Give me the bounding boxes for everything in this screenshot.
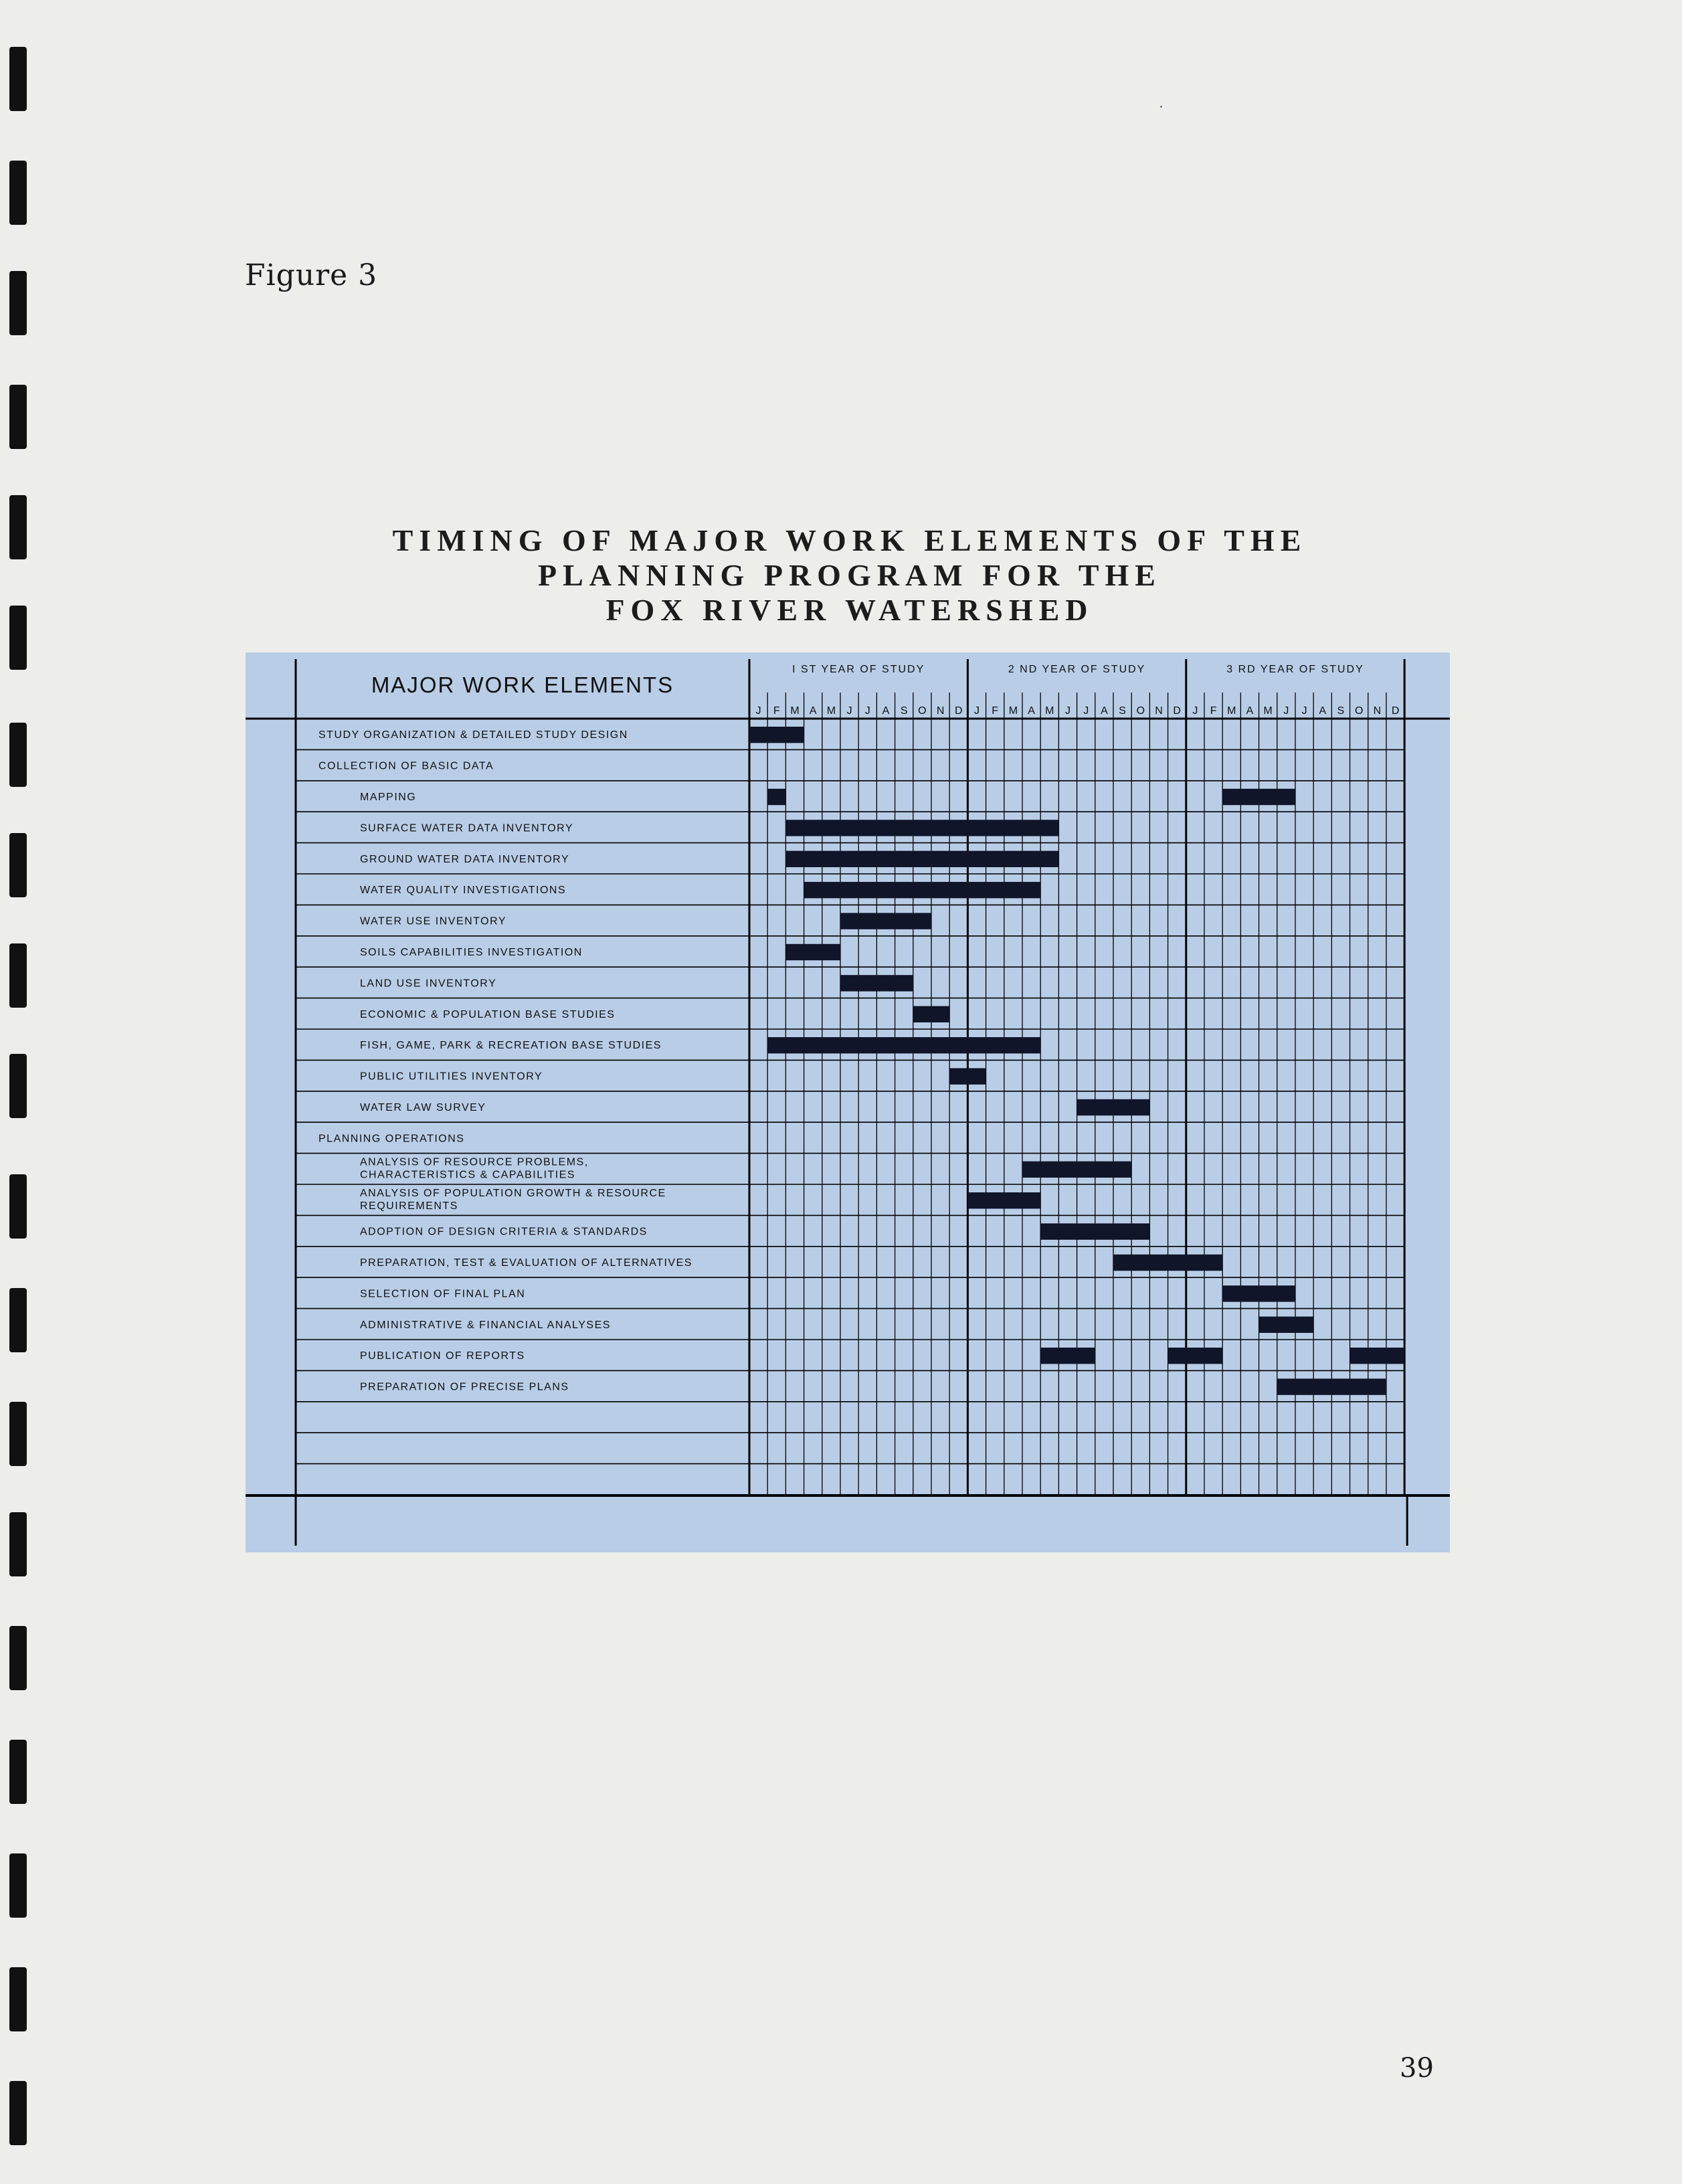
binding-mark-2 — [9, 161, 27, 225]
row-label: WATER QUALITY INVESTIGATIONS — [360, 885, 567, 897]
task-bar — [1168, 1348, 1223, 1364]
task-bar — [785, 820, 1058, 836]
row-label: PREPARATION OF PRECISE PLANS — [360, 1381, 569, 1393]
binding-mark-3 — [9, 271, 27, 335]
task-bar — [785, 851, 1058, 867]
month-label: J — [846, 705, 852, 717]
binding-mark-14 — [9, 1512, 27, 1576]
month-label: J — [755, 705, 761, 717]
row-label: WATER LAW SURVEY — [360, 1102, 486, 1113]
binding-mark-6 — [9, 606, 27, 670]
binding-mark-10 — [9, 1054, 27, 1118]
month-label: S — [1119, 705, 1126, 717]
task-bar — [1040, 1223, 1149, 1239]
task-bar — [913, 1006, 949, 1022]
figure-label: Figure 3 — [245, 258, 378, 292]
month-label: O — [1354, 705, 1364, 717]
task-bar — [1113, 1255, 1222, 1271]
month-label: M — [1045, 705, 1054, 717]
month-label: O — [1136, 705, 1145, 717]
month-label: M — [1227, 705, 1236, 717]
task-bar — [804, 882, 1041, 898]
task-bar — [840, 975, 913, 991]
month-label: J — [864, 705, 870, 717]
specks — [1160, 106, 1162, 108]
row-label: ANALYSIS OF POPULATION GROWTH & RESOURCE REQUIREMENTS — [360, 1188, 666, 1212]
binding-mark-4 — [9, 385, 27, 449]
binding-mark-1 — [9, 47, 27, 111]
row-label: LAND USE INVENTORY — [360, 978, 497, 990]
chart-title-line-1: TIMING OF MAJOR WORK ELEMENTS OF THE — [392, 523, 1307, 557]
month-label: A — [1101, 705, 1108, 717]
task-bar — [1277, 1378, 1386, 1394]
month-label: F — [773, 705, 780, 717]
month-label: S — [1337, 705, 1345, 717]
month-label: F — [992, 705, 999, 717]
task-bar — [1077, 1099, 1150, 1115]
binding-mark-12 — [9, 1288, 27, 1352]
binding-mark-19 — [9, 2081, 27, 2145]
month-label: N — [1373, 705, 1382, 717]
year-label: I ST YEAR OF STUDY — [792, 664, 925, 675]
month-label: J — [1065, 705, 1070, 717]
task-bar — [785, 944, 840, 960]
year-label: 3 RD YEAR OF STUDY — [1226, 664, 1364, 675]
month-label: D — [1173, 705, 1181, 717]
row-label: SURFACE WATER DATA INVENTORY — [360, 822, 574, 834]
row-label: ADMINISTRATIVE & FINANCIAL ANALYSES — [360, 1319, 611, 1331]
binding-mark-15 — [9, 1626, 27, 1690]
year-label: 2 ND YEAR OF STUDY — [1008, 664, 1146, 675]
row-label: WATER USE INVENTORY — [360, 915, 507, 927]
chart-title-line-2: PLANNING PROGRAM FOR THE — [538, 558, 1161, 592]
gantt-chart — [246, 652, 1450, 1552]
month-label: J — [1083, 705, 1089, 717]
binding-mark-5 — [9, 495, 27, 559]
task-bar — [1350, 1348, 1405, 1364]
task-bar — [767, 1037, 1040, 1053]
month-label: D — [955, 705, 963, 717]
month-label: M — [790, 705, 800, 717]
row-label: COLLECTION OF BASIC DATA — [318, 760, 494, 772]
chart-title-line-3: FOX RIVER WATERSHED — [605, 593, 1094, 627]
row-label: PREPARATION, TEST & EVALUATION OF ALTERNATIVES — [360, 1257, 692, 1269]
row-label: ADOPTION OF DESIGN CRITERIA & STANDARDS — [360, 1226, 648, 1238]
row-label: STUDY ORGANIZATION & DETAILED STUDY DESIGN — [318, 729, 628, 741]
month-label: A — [1246, 705, 1254, 717]
task-bar — [840, 913, 931, 929]
row-label: PUBLIC UTILITIES INVENTORY — [360, 1071, 543, 1083]
binding-mark-11 — [9, 1174, 27, 1239]
month-label: J — [974, 705, 979, 717]
row-label: SELECTION OF FINAL PLAN — [360, 1288, 526, 1300]
month-label: A — [882, 705, 890, 717]
month-label: O — [918, 705, 927, 717]
binding-mark-9 — [9, 943, 27, 1008]
header-label: MAJOR WORK ELEMENTS — [371, 672, 674, 697]
month-label: A — [1028, 705, 1035, 717]
task-bar — [967, 1192, 1040, 1208]
task-bar — [1022, 1162, 1131, 1178]
task-bar — [949, 1068, 986, 1084]
binding-mark-18 — [9, 1967, 27, 2031]
month-label: M — [1008, 705, 1018, 717]
row-label: MAPPING — [360, 792, 417, 803]
month-label: N — [936, 705, 945, 717]
chart-title — [241, 523, 1459, 628]
month-label: A — [1319, 705, 1327, 717]
spiral-binding — [9, 0, 36, 2184]
task-bar — [1222, 1285, 1295, 1301]
task-bar — [1040, 1348, 1095, 1364]
month-label: N — [1155, 705, 1163, 717]
row-label: PLANNING OPERATIONS — [318, 1133, 465, 1145]
row-label: ECONOMIC & POPULATION BASE STUDIES — [360, 1008, 616, 1020]
row-label: SOILS CAPABILITIES INVESTIGATION — [360, 947, 583, 958]
page-number: 39 — [1400, 2053, 1434, 2084]
month-label: S — [900, 705, 908, 717]
row-label: GROUND WATER DATA INVENTORY — [360, 853, 570, 865]
month-label: J — [1301, 705, 1307, 717]
binding-mark-17 — [9, 1853, 27, 1918]
task-bar — [749, 727, 804, 743]
month-label: F — [1210, 705, 1217, 717]
task-bar — [767, 789, 785, 805]
binding-mark-16 — [9, 1740, 27, 1804]
row-label: PUBLICATION OF REPORTS — [360, 1350, 525, 1362]
row-label: ANALYSIS OF RESOURCE PROBLEMS, CHARACTERISTICS & CAPABILITIES — [360, 1156, 589, 1181]
binding-mark-7 — [9, 723, 27, 787]
month-label: D — [1391, 705, 1400, 717]
task-bar — [1259, 1317, 1314, 1333]
binding-mark-8 — [9, 833, 27, 897]
month-label: M — [826, 705, 836, 717]
task-bar — [1222, 789, 1295, 805]
row-label: FISH, GAME, PARK & RECREATION BASE STUDIES — [360, 1040, 662, 1052]
month-label: J — [1283, 705, 1289, 717]
binding-mark-13 — [9, 1402, 27, 1466]
gantt-chart-svg — [246, 652, 1450, 1552]
month-label: A — [809, 705, 817, 717]
month-label: M — [1263, 705, 1273, 717]
month-label: J — [1192, 705, 1198, 717]
